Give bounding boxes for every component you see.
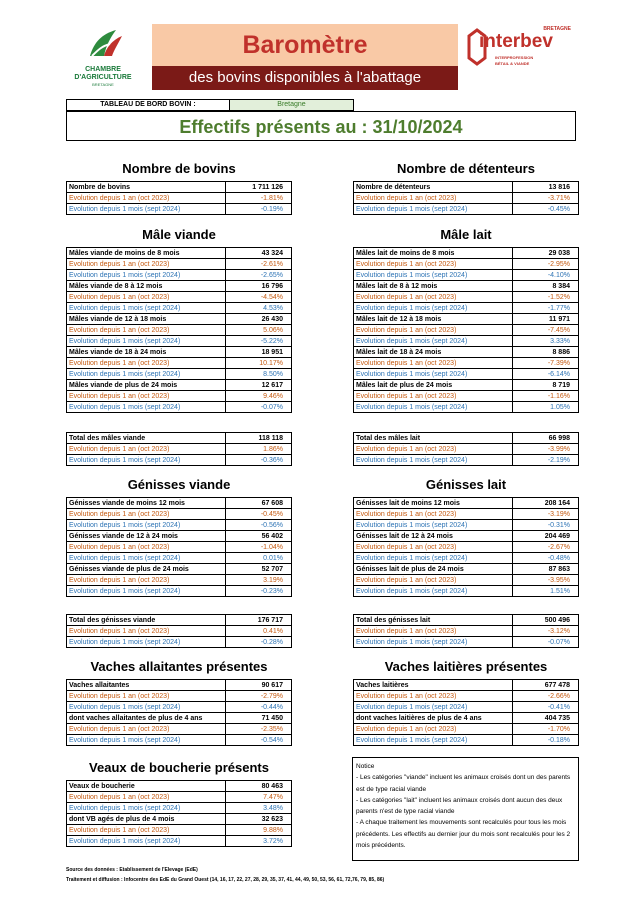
table-row	[354, 248, 579, 259]
row-value: -0.56%	[226, 520, 292, 531]
row-label: Evolution depuis 1 mois (sept 2024)	[67, 455, 226, 466]
table-row	[354, 520, 579, 531]
row-label: Evolution depuis 1 mois (sept 2024)	[67, 204, 226, 215]
row-label: Evolution depuis 1 mois (sept 2024)	[354, 637, 513, 648]
table-row	[67, 391, 292, 402]
row-label: Evolution depuis 1 mois (sept 2024)	[67, 836, 226, 847]
row-label: Evolution depuis 1 mois (sept 2024)	[67, 735, 226, 746]
dashboard-label: TABLEAU DE BORD BOVIN :	[66, 99, 230, 111]
row-value: -2.66%	[513, 691, 579, 702]
table-row	[67, 792, 292, 803]
table-row	[67, 369, 292, 380]
row-value: -0.48%	[513, 553, 579, 564]
section-title: Génisses viande	[127, 477, 231, 492]
row-value: 3.19%	[226, 575, 292, 586]
dashboard-region: Bretagne	[230, 99, 354, 111]
row-value: 204 469	[513, 531, 579, 542]
row-value: -0.19%	[226, 204, 292, 215]
row-value: 12 617	[226, 380, 292, 391]
table-row	[67, 626, 292, 637]
row-label: Evolution depuis 1 an (oct 2023)	[354, 691, 513, 702]
row-label: Evolution depuis 1 mois (sept 2024)	[67, 520, 226, 531]
row-value: 677 478	[513, 680, 579, 691]
row-label: Mâles lait de 8 à 12 mois	[354, 281, 513, 292]
table-row	[354, 509, 579, 520]
row-label: Génisses lait de plus de 24 mois	[354, 564, 513, 575]
table-row	[67, 433, 292, 444]
row-value: -2.35%	[226, 724, 292, 735]
table-row	[354, 542, 579, 553]
row-label: Génisses viande de plus de 24 mois	[67, 564, 226, 575]
notice-box	[352, 757, 579, 861]
row-value: -4.54%	[226, 292, 292, 303]
table-row	[354, 735, 579, 746]
table-row	[67, 336, 292, 347]
table-row	[67, 724, 292, 735]
row-label: Mâles lait de plus de 24 mois	[354, 380, 513, 391]
row-value: -0.18%	[513, 735, 579, 746]
table-row	[354, 691, 579, 702]
row-value: -2.61%	[226, 259, 292, 270]
row-value: -0.07%	[226, 402, 292, 413]
row-value: 7.47%	[226, 792, 292, 803]
row-label: Evolution depuis 1 an (oct 2023)	[67, 292, 226, 303]
barometre-banner	[152, 24, 458, 88]
row-value: -0.36%	[226, 455, 292, 466]
row-value: 3.48%	[226, 803, 292, 814]
notice-line-2: - Les catégories "lait" incluent les animaux croisés dont aucun des deux parents n'est de type racial viande	[356, 796, 563, 816]
row-value: -7.45%	[513, 325, 579, 336]
table-row	[67, 615, 292, 626]
table-row	[354, 433, 579, 444]
row-label: Evolution depuis 1 an (oct 2023)	[67, 358, 226, 369]
row-value: 29 038	[513, 248, 579, 259]
row-label: Mâles lait de 12 à 18 mois	[354, 314, 513, 325]
row-label: Mâles viande de moins de 8 mois	[67, 248, 226, 259]
row-value: 71 450	[226, 713, 292, 724]
row-value: 8 384	[513, 281, 579, 292]
chambre-region: BRETAGNE	[92, 82, 114, 87]
table-row	[67, 814, 292, 825]
row-value: -0.45%	[226, 509, 292, 520]
data-table	[353, 497, 579, 597]
row-value: 16 796	[226, 281, 292, 292]
row-value: 56 402	[226, 531, 292, 542]
row-value: 43 324	[226, 248, 292, 259]
table-row	[67, 358, 292, 369]
row-label: Evolution depuis 1 mois (sept 2024)	[67, 402, 226, 413]
row-label: dont vaches laitières de plus de 4 ans	[354, 713, 513, 724]
row-value: -1.77%	[513, 303, 579, 314]
table-row	[67, 531, 292, 542]
table-row	[67, 204, 292, 215]
row-label: Evolution depuis 1 mois (sept 2024)	[67, 369, 226, 380]
row-value: -1.81%	[226, 193, 292, 204]
section-title: Vaches laitières présentes	[384, 659, 548, 674]
row-label: Evolution depuis 1 mois (sept 2024)	[67, 637, 226, 648]
row-value: 1.05%	[513, 402, 579, 413]
row-value: 404 735	[513, 713, 579, 724]
data-table	[353, 679, 579, 746]
row-label: Evolution depuis 1 an (oct 2023)	[354, 193, 513, 204]
row-label: Evolution depuis 1 an (oct 2023)	[354, 259, 513, 270]
table-row	[354, 380, 579, 391]
total-table	[66, 432, 292, 466]
table-row	[354, 680, 579, 691]
table-row	[67, 193, 292, 204]
row-label: Mâles viande de 12 à 18 mois	[67, 314, 226, 325]
table-row	[354, 498, 579, 509]
row-label: Evolution depuis 1 mois (sept 2024)	[67, 270, 226, 281]
table-row	[67, 520, 292, 531]
section-title: Nombre de détenteurs	[397, 161, 535, 176]
table-row	[354, 626, 579, 637]
table-row	[354, 586, 579, 597]
section-title: Mâle viande	[142, 227, 216, 242]
row-value: 0.41%	[226, 626, 292, 637]
row-label: Evolution depuis 1 an (oct 2023)	[354, 358, 513, 369]
table-row	[354, 182, 579, 193]
row-label: Mâles lait de moins de 8 mois	[354, 248, 513, 259]
row-label: Evolution depuis 1 an (oct 2023)	[354, 509, 513, 520]
chambre-agriculture-logo	[62, 26, 144, 92]
row-value: -0.41%	[513, 702, 579, 713]
table-row	[67, 542, 292, 553]
row-value: 52 707	[226, 564, 292, 575]
row-label: Evolution depuis 1 an (oct 2023)	[67, 691, 226, 702]
row-label: Evolution depuis 1 an (oct 2023)	[67, 444, 226, 455]
table-row	[67, 347, 292, 358]
row-label: Total des génisses viande	[67, 615, 226, 626]
table-row	[354, 713, 579, 724]
table-row	[67, 702, 292, 713]
row-label: Evolution depuis 1 mois (sept 2024)	[354, 270, 513, 281]
row-label: Evolution depuis 1 an (oct 2023)	[67, 792, 226, 803]
row-value: -5.22%	[226, 336, 292, 347]
table-row	[354, 564, 579, 575]
table-row	[354, 724, 579, 735]
table-row	[354, 531, 579, 542]
table-row	[67, 281, 292, 292]
table-row	[354, 193, 579, 204]
row-label: Evolution depuis 1 an (oct 2023)	[67, 825, 226, 836]
row-value: -1.70%	[513, 724, 579, 735]
row-label: Génisses lait de 12 à 24 mois	[354, 531, 513, 542]
row-label: Evolution depuis 1 mois (sept 2024)	[354, 402, 513, 413]
table-row	[354, 204, 579, 215]
table-row	[67, 553, 292, 564]
table-row	[354, 455, 579, 466]
table-row	[354, 575, 579, 586]
row-label: Evolution depuis 1 an (oct 2023)	[67, 259, 226, 270]
row-value: -0.07%	[513, 637, 579, 648]
row-value: -2.67%	[513, 542, 579, 553]
row-value: -3.99%	[513, 444, 579, 455]
table-row	[67, 637, 292, 648]
table-row	[67, 564, 292, 575]
row-value: 80 463	[226, 781, 292, 792]
row-label: Evolution depuis 1 an (oct 2023)	[354, 325, 513, 336]
row-label: Evolution depuis 1 an (oct 2023)	[354, 575, 513, 586]
row-value: 176 717	[226, 615, 292, 626]
table-row	[354, 553, 579, 564]
chambre-name: CHAMBRE D'AGRICULTURE	[74, 66, 132, 81]
row-label: Evolution depuis 1 an (oct 2023)	[67, 391, 226, 402]
row-label: Mâles viande de 8 à 12 mois	[67, 281, 226, 292]
effectifs-date: Effectifs présents au : 31/10/2024	[66, 111, 576, 141]
row-label: dont VB agés de plus de 4 mois	[67, 814, 226, 825]
row-label: Génisses viande de 12 à 24 mois	[67, 531, 226, 542]
table-row	[67, 781, 292, 792]
table-row	[67, 825, 292, 836]
row-value: 32 623	[226, 814, 292, 825]
row-value: -2.95%	[513, 259, 579, 270]
row-value: 13 816	[513, 182, 579, 193]
row-label: Evolution depuis 1 mois (sept 2024)	[67, 586, 226, 597]
data-table	[66, 780, 292, 847]
row-value: 10.17%	[226, 358, 292, 369]
row-label: Evolution depuis 1 mois (sept 2024)	[67, 803, 226, 814]
table-row	[354, 369, 579, 380]
row-label: Evolution depuis 1 mois (sept 2024)	[354, 303, 513, 314]
total-table	[353, 432, 579, 466]
row-value: -2.79%	[226, 691, 292, 702]
table-row	[354, 292, 579, 303]
notice-line-3: - A chaque traitement les mouvements sont recalculés pour tous les mois précédents. Les effectifs au dernier jour du mois sont recalculés pour les 2 mois précédents.	[356, 819, 571, 850]
chambre-agriculture-mark-icon	[84, 26, 124, 60]
row-value: -2.65%	[226, 270, 292, 281]
row-value: -0.28%	[226, 637, 292, 648]
row-value: 0.01%	[226, 553, 292, 564]
row-label: Evolution depuis 1 mois (sept 2024)	[354, 336, 513, 347]
row-label: Evolution depuis 1 an (oct 2023)	[354, 626, 513, 637]
row-label: Evolution depuis 1 an (oct 2023)	[67, 626, 226, 637]
row-value: -2.19%	[513, 455, 579, 466]
section-title: Vaches allaitantes présentes	[90, 659, 268, 674]
data-table	[66, 181, 292, 215]
row-label: Evolution depuis 1 an (oct 2023)	[67, 724, 226, 735]
row-value: 26 430	[226, 314, 292, 325]
data-table	[66, 679, 292, 746]
table-row	[67, 380, 292, 391]
row-value: -4.10%	[513, 270, 579, 281]
row-label: Evolution depuis 1 mois (sept 2024)	[354, 204, 513, 215]
row-value: -3.12%	[513, 626, 579, 637]
table-row	[67, 314, 292, 325]
row-label: Evolution depuis 1 mois (sept 2024)	[354, 369, 513, 380]
row-value: 66 998	[513, 433, 579, 444]
table-row	[354, 303, 579, 314]
data-table	[353, 181, 579, 215]
row-label: Total des mâles lait	[354, 433, 513, 444]
row-value: -0.44%	[226, 702, 292, 713]
table-row	[354, 358, 579, 369]
row-value: 208 164	[513, 498, 579, 509]
row-label: Veaux de boucherie	[67, 781, 226, 792]
row-value: 8 886	[513, 347, 579, 358]
row-value: -7.39%	[513, 358, 579, 369]
total-table	[353, 614, 579, 648]
table-row	[67, 575, 292, 586]
row-label: Evolution depuis 1 an (oct 2023)	[354, 444, 513, 455]
table-row	[67, 259, 292, 270]
row-label: Evolution depuis 1 mois (sept 2024)	[354, 520, 513, 531]
row-value: -1.52%	[513, 292, 579, 303]
row-value: 8.50%	[226, 369, 292, 380]
row-label: Mâles lait de 18 à 24 mois	[354, 347, 513, 358]
row-label: Génisses viande de moins 12 mois	[67, 498, 226, 509]
table-row	[67, 455, 292, 466]
table-row	[354, 391, 579, 402]
table-row	[354, 402, 579, 413]
row-label: Evolution depuis 1 mois (sept 2024)	[67, 553, 226, 564]
row-value: -1.04%	[226, 542, 292, 553]
table-row	[67, 498, 292, 509]
table-row	[67, 303, 292, 314]
row-label: Vaches laitières	[354, 680, 513, 691]
total-table	[66, 614, 292, 648]
table-row	[67, 586, 292, 597]
data-table	[353, 247, 579, 413]
table-row	[67, 803, 292, 814]
table-row	[67, 325, 292, 336]
page-subtitle: des bovins disponibles à l'abattage	[188, 69, 422, 86]
table-row	[354, 259, 579, 270]
row-value: 118 118	[226, 433, 292, 444]
row-label: dont vaches allaitantes de plus de 4 ans	[67, 713, 226, 724]
row-label: Total des mâles viande	[67, 433, 226, 444]
row-value: 9.88%	[226, 825, 292, 836]
data-table	[66, 247, 292, 413]
row-label: Evolution depuis 1 mois (sept 2024)	[354, 702, 513, 713]
row-label: Evolution depuis 1 an (oct 2023)	[354, 542, 513, 553]
row-value: 8 719	[513, 380, 579, 391]
table-row	[67, 713, 292, 724]
table-row	[354, 702, 579, 713]
data-table	[66, 497, 292, 597]
row-label: Nombre de détenteurs	[354, 182, 513, 193]
row-value: 4.53%	[226, 303, 292, 314]
table-row	[354, 637, 579, 648]
table-row	[67, 248, 292, 259]
section-title: Génisses lait	[425, 477, 507, 492]
row-label: Mâles viande de 18 à 24 mois	[67, 347, 226, 358]
interbev-logo: BRETAGNE interbev INTERPROFESSION BÉTAIL & VIANDE	[467, 26, 571, 70]
row-label: Evolution depuis 1 an (oct 2023)	[67, 325, 226, 336]
row-value: 1 711 126	[226, 182, 292, 193]
table-row	[354, 615, 579, 626]
table-row	[67, 735, 292, 746]
row-label: Evolution depuis 1 mois (sept 2024)	[67, 303, 226, 314]
row-label: Evolution depuis 1 mois (sept 2024)	[354, 735, 513, 746]
section-title: Mâle lait	[440, 227, 492, 242]
row-value: 90 617	[226, 680, 292, 691]
row-value: 9.46%	[226, 391, 292, 402]
row-value: 3.72%	[226, 836, 292, 847]
row-value: -3.19%	[513, 509, 579, 520]
row-value: -3.71%	[513, 193, 579, 204]
footer-source: Source des données : Etablissement de l'Elevage (EdE)	[66, 867, 198, 873]
table-row	[67, 444, 292, 455]
row-value: -0.54%	[226, 735, 292, 746]
row-label: Evolution depuis 1 an (oct 2023)	[67, 193, 226, 204]
row-label: Evolution depuis 1 mois (sept 2024)	[67, 336, 226, 347]
row-value: -1.16%	[513, 391, 579, 402]
row-label: Vaches allaitantes	[67, 680, 226, 691]
row-label: Evolution depuis 1 an (oct 2023)	[354, 391, 513, 402]
table-row	[354, 314, 579, 325]
row-value: -0.45%	[513, 204, 579, 215]
row-label: Evolution depuis 1 an (oct 2023)	[67, 509, 226, 520]
row-value: 1.86%	[226, 444, 292, 455]
row-value: -3.95%	[513, 575, 579, 586]
table-row	[67, 402, 292, 413]
table-row	[67, 509, 292, 520]
row-label: Génisses lait de moins 12 mois	[354, 498, 513, 509]
page-title: Baromètre	[242, 31, 368, 59]
row-label: Evolution depuis 1 an (oct 2023)	[67, 575, 226, 586]
row-value: -6.14%	[513, 369, 579, 380]
table-row	[354, 325, 579, 336]
row-value: 5.06%	[226, 325, 292, 336]
table-row	[67, 691, 292, 702]
row-value: 67 608	[226, 498, 292, 509]
row-value: 500 496	[513, 615, 579, 626]
table-row	[354, 347, 579, 358]
row-label: Evolution depuis 1 mois (sept 2024)	[354, 586, 513, 597]
notice-line-1: - Les catégories "viande" incluent les animaux croisés dont un des parents est de type racial viande	[356, 774, 571, 793]
table-row	[354, 281, 579, 292]
row-value: 1.51%	[513, 586, 579, 597]
row-label: Mâles viande de plus de 24 mois	[67, 380, 226, 391]
row-label: Total des génisses lait	[354, 615, 513, 626]
row-label: Evolution depuis 1 an (oct 2023)	[354, 292, 513, 303]
table-row	[67, 292, 292, 303]
row-value: -0.31%	[513, 520, 579, 531]
section-title: Veaux de boucherie présents	[89, 760, 269, 775]
table-row	[67, 182, 292, 193]
row-value: 3.33%	[513, 336, 579, 347]
row-value: 11 971	[513, 314, 579, 325]
notice-title: Notice	[356, 763, 375, 770]
table-row	[354, 336, 579, 347]
row-label: Evolution depuis 1 mois (sept 2024)	[354, 455, 513, 466]
table-row	[67, 680, 292, 691]
section-title: Nombre de bovins	[122, 161, 236, 176]
table-row	[354, 270, 579, 281]
row-label: Evolution depuis 1 mois (sept 2024)	[67, 702, 226, 713]
table-row	[354, 444, 579, 455]
table-row	[67, 270, 292, 281]
row-label: Evolution depuis 1 an (oct 2023)	[354, 724, 513, 735]
row-label: Evolution depuis 1 mois (sept 2024)	[354, 553, 513, 564]
row-value: 87 863	[513, 564, 579, 575]
row-label: Nombre de bovins	[67, 182, 226, 193]
row-value: 18 951	[226, 347, 292, 358]
table-row	[67, 836, 292, 847]
footer-treatment: Traitement et diffusion : Infocentre des EdE du Grand Ouest (14, 16, 17, 22, 27, 28, 29, 35, 37, 41, 44, 49, 50, 53, 56, 61, 72,76, 79, 85, 86)	[66, 877, 385, 883]
row-label: Evolution depuis 1 an (oct 2023)	[67, 542, 226, 553]
row-value: -0.23%	[226, 586, 292, 597]
